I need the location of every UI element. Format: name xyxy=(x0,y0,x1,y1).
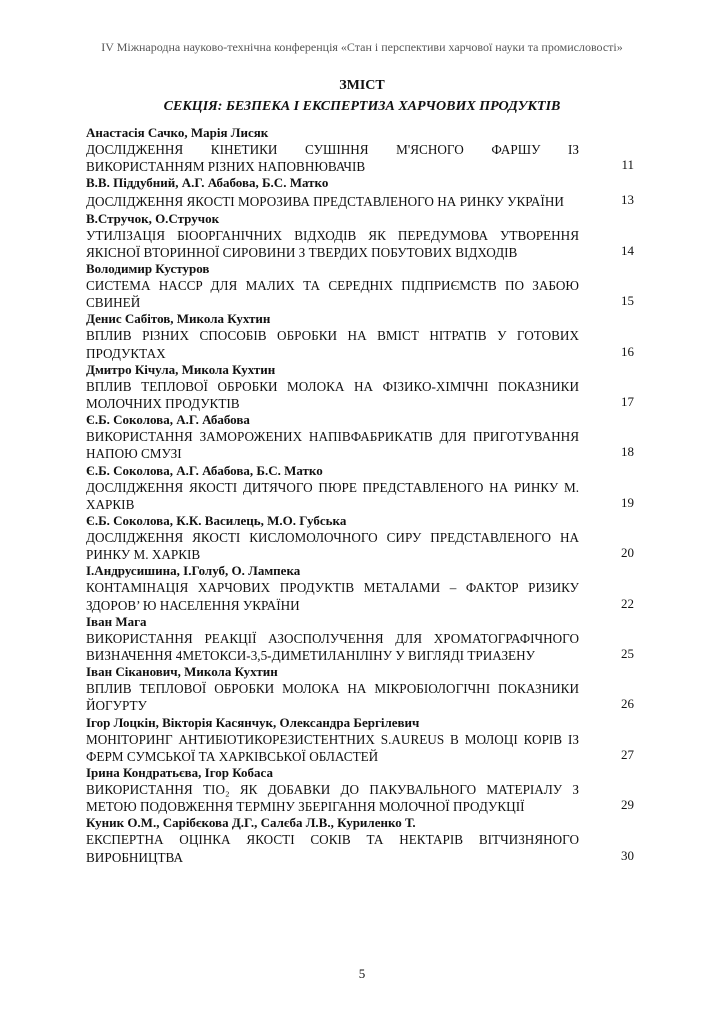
entry-page-number: 13 xyxy=(621,192,634,208)
toc-entry xyxy=(86,412,634,462)
toc-entry xyxy=(86,614,634,664)
entry-row xyxy=(86,479,634,513)
entry-title: ДОСЛІДЖЕННЯ ЯКОСТІ КИСЛОМОЛОЧНОГО СИРУ ПРЕДСТАВЛЕНОГО НА РИНКУ М. ХАРКІВ xyxy=(86,530,579,563)
entry-authors: Ігор Лоцкін, Вікторія Касянчук, Олександра Бергілевич xyxy=(86,714,420,730)
entry-title: КОНТАМІНАЦІЯ ХАРЧОВИХ ПРОДУКТІВ МЕТАЛАМИ – ФАКТОР РИЗИКУ ЗДОРОВ’ Ю НАСЕЛЕННЯ УКРАЇНИ xyxy=(86,580,579,613)
toc-entry xyxy=(86,513,634,563)
entry-row xyxy=(86,191,634,210)
entry-page-number: 20 xyxy=(621,545,634,561)
entry-page-number: 15 xyxy=(621,293,634,309)
entry-authors: Куник О.М., Сарібєкова Д.Г., Салєба Л.В., Куриленко Т. xyxy=(86,815,416,831)
entry-title: ВПЛИВ РІЗНИХ СПОСОБІВ ОБРОБКИ НА ВМІСТ НІТРАТІВ У ГОТОВИХ ПРОДУКТАХ xyxy=(86,328,579,361)
entry-page-number: 19 xyxy=(621,494,634,510)
entry-authors: Є.Б. Соколова, К.К. Василець, М.О. Губська xyxy=(86,513,347,529)
entry-row xyxy=(86,378,634,412)
entry-row xyxy=(86,630,634,664)
entry-page-number: 22 xyxy=(621,595,634,611)
entry-authors: Дмитро Кічула, Микола Кухтин xyxy=(86,361,276,377)
entry-row xyxy=(86,781,634,815)
entry-title: МОНІТОРИНГ АНТИБІОТИКОРЕЗИСТЕНТНИХ S.AUREUS В МОЛОЦІ КОРІВ ІЗ ФЕРМ СУМСЬКОЇ ТА ХАРКІВСЬКОЇ ОБЛАСТЕЙ xyxy=(86,731,579,764)
entry-title: ВИКОРИСТАННЯ РЕАКЦІЇ АЗОСПОЛУЧЕННЯ ДЛЯ ХРОМАТОГРАФІЧНОГО ВИЗНАЧЕННЯ 4МЕТОКСИ-3,5-ДИМЕТИЛАНІЛІНУ У ВИГЛЯДІ ТРИАЗЕНУ xyxy=(86,630,579,664)
entry-title: ВИКОРИСТАННЯ TIO₂ ЯК ДОБАВКИ ДО ПАКУВАЛЬНОГО МАТЕРІАЛУ З МЕТОЮ ПОДОВЖЕННЯ ТЕРМІНУ ЗБЕРІГАННЯ МОЛОЧНОЇ ПРОДУКЦІЇ xyxy=(86,782,579,815)
entry-title: ДОСЛІДЖЕННЯ ЯКОСТІ ДИТЯЧОГО ПЮРЕ ПРЕДСТАВЛЕНОГО НА РИНКУ М. ХАРКІВ xyxy=(86,479,579,512)
entry-page-number: 27 xyxy=(621,746,634,762)
entry-row xyxy=(86,731,634,765)
entry-page-number: 11 xyxy=(621,157,634,173)
page-number: 5 xyxy=(358,966,366,981)
entry-authors: Є.Б. Соколова, А.Г. Абабова, Б.С. Матко xyxy=(86,462,323,478)
toc-entry xyxy=(86,211,634,261)
entry-authors: Володимир Кустуров xyxy=(86,261,210,277)
toc-entry xyxy=(86,125,634,175)
entry-authors: В.В. Піддубний, А.Г. Абабова, Б.С. Матко xyxy=(86,175,329,191)
toc-entry xyxy=(86,715,634,765)
entry-page-number: 14 xyxy=(621,242,634,258)
entry-page-number: 18 xyxy=(621,444,634,460)
entry-page-number: 26 xyxy=(621,696,634,712)
entry-row xyxy=(86,831,634,865)
entry-title: УТИЛІЗАЦІЯ БІООРГАНІЧНИХ ВІДХОДІВ ЯК ПЕРЕДУМОВА УТВОРЕННЯ ЯКІСНОЇ ВТОРИННОЇ СИРОВИНИ З ТВЕРДИХ ПОБУТОВИХ ВІДХОДІВ xyxy=(86,227,579,260)
entry-row xyxy=(86,680,634,714)
entry-row xyxy=(86,529,634,563)
toc-entry xyxy=(86,311,634,361)
toc-entry xyxy=(86,563,634,613)
entry-row xyxy=(86,428,634,462)
entry-authors: Іван Мага xyxy=(86,613,147,629)
entry-title: ВПЛИВ ТЕПЛОВОЇ ОБРОБКИ МОЛОКА НА ФІЗИКО-ХІМІЧНІ ПОКАЗНИКИ МОЛОЧНИХ ПРОДУКТІВ xyxy=(86,378,579,412)
toc-entry xyxy=(86,463,634,513)
entry-page-number: 16 xyxy=(621,343,634,359)
entry-title: ДОСЛІДЖЕННЯ ЯКОСТІ МОРОЗИВА ПРЕДСТАВЛЕНОГО НА РИНКУ УКРАЇНИ xyxy=(86,194,564,210)
toc-title: ЗМІСТ xyxy=(339,78,385,93)
entry-title: ДОСЛІДЖЕННЯ КІНЕТИКИ СУШІННЯ М'ЯСНОГО ФАРШУ ІЗ ВИКОРИСТАННЯМ РІЗНИХ НАПОВНЮВАЧІВ xyxy=(86,142,579,175)
entry-title: СИСТЕМА HACCP ДЛЯ МАЛИХ ТА СЕРЕДНІХ ПІДПРИЄМСТВ ПО ЗАБОЮ СВИНЕЙ xyxy=(86,278,579,311)
entry-row xyxy=(86,227,634,261)
entry-title: ВПЛИВ ТЕПЛОВОЇ ОБРОБКИ МОЛОКА НА МІКРОБІОЛОГІЧНІ ПОКАЗНИКИ ЙОГУРТУ xyxy=(86,681,579,714)
entry-authors: І.Андрусишина, І.Голуб, О. Лампека xyxy=(86,563,301,579)
entry-authors: В.Стручок, О.Стручок xyxy=(86,210,220,226)
entry-authors: Анастасія Сачко, Марія Лисяк xyxy=(86,125,269,140)
entry-authors: Іван Сіканович, Микола Кухтин xyxy=(86,664,278,680)
toc-entry xyxy=(86,175,634,210)
entry-title: ВИКОРИСТАННЯ ЗАМОРОЖЕНИХ НАПІВФАБРИКАТІВ ДЛЯ ПРИГОТУВАННЯ НАПОЮ СМУЗІ xyxy=(86,429,579,462)
entry-row xyxy=(86,579,634,613)
entry-row xyxy=(86,277,634,311)
toc-entry xyxy=(86,664,634,714)
entry-row xyxy=(86,141,634,175)
table-of-contents xyxy=(86,125,634,866)
toc-entry xyxy=(86,362,634,412)
entry-authors: Є.Б. Соколова, А.Г. Абабова xyxy=(86,412,250,428)
entry-page-number: 25 xyxy=(621,646,634,662)
entry-row xyxy=(86,327,634,361)
toc-entry xyxy=(86,261,634,311)
entry-authors: Ірина Кондратьєва, Ігор Кобаса xyxy=(86,765,273,781)
entry-authors: Денис Сабітов, Микола Кухтин xyxy=(86,311,271,327)
toc-entry xyxy=(86,765,634,815)
entry-title: ЕКСПЕРТНА ОЦІНКА ЯКОСТІ СОКІВ ТА НЕКТАРІВ ВІТЧИЗНЯНОГО ВИРОБНИЦТВА xyxy=(86,832,579,865)
entry-page-number: 17 xyxy=(621,394,634,410)
entry-page-number: 29 xyxy=(621,797,634,813)
section-title: СЕКЦІЯ: БЕЗПЕКА І ЕКСПЕРТИЗА ХАРЧОВИХ ПРОДУКТІВ xyxy=(163,99,561,114)
entry-page-number: 30 xyxy=(621,847,634,863)
running-header: IV Міжнародна науково-технічна конференція «Стан і перспективи харчової науки та промисловості» xyxy=(101,40,623,54)
toc-entry xyxy=(86,815,634,865)
